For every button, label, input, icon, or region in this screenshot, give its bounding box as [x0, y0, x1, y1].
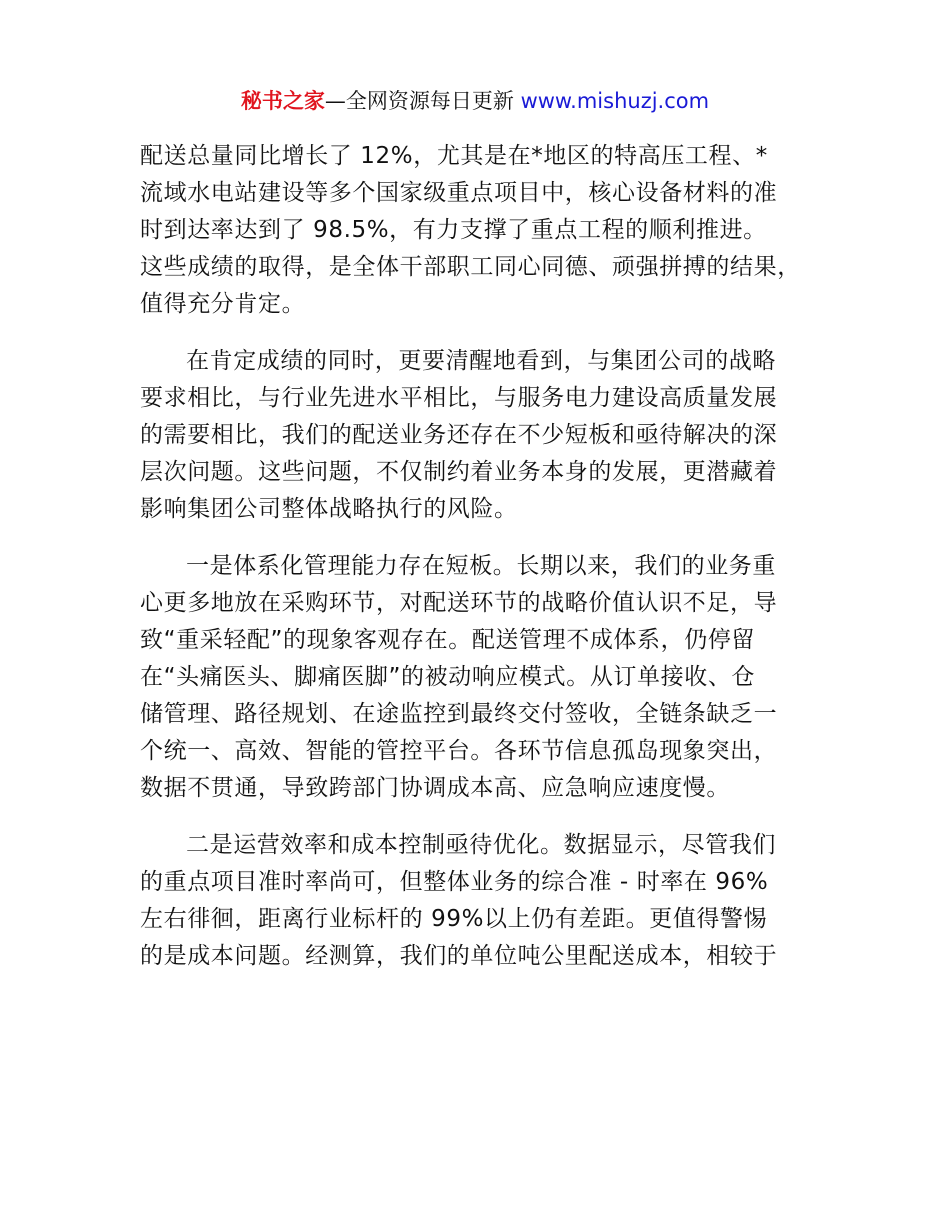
text-line: 在肯定成绩的同时，更要清醒地看到，与集团公司的战略 — [186, 348, 776, 374]
text-line: 流域水电站建设等多个国家级重点项目中，核心设备材料的准 — [140, 180, 778, 206]
page-header — [0, 86, 950, 116]
text-line: 的是成本问题。经测算，我们的单位吨公里配送成本，相较于 — [140, 943, 778, 969]
text-line: 影响集团公司整体战略执行的风险。 — [140, 496, 518, 522]
text-line: 时到达率达到了 98.5%，有力支撑了重点工程的顺利推进。 — [140, 217, 767, 243]
paragraph-achievements — [140, 138, 820, 323]
text-line: 配送总量同比增长了 12%，尤其是在*地区的特高压工程、* — [140, 143, 768, 169]
text-line: 这些成绩的取得，是全体干部职工同心同德、顽强拼搏的结果， — [140, 254, 801, 280]
paragraph-efficiency-cost — [140, 827, 820, 975]
text-line: 一是体系化管理能力存在短板。长期以来，我们的业务重 — [186, 553, 776, 579]
text-line: 心更多地放在采购环节，对配送环节的战略价值认识不足，导 — [140, 590, 778, 616]
text-line: 二是运营效率和成本控制亟待优化。数据显示，尽管我们 — [186, 832, 776, 858]
text-line: 的需要相比，我们的配送业务还存在不少短板和亟待解决的深 — [140, 422, 778, 448]
site-url-link[interactable]: www.mishuzj.com — [520, 89, 710, 113]
text-line: 储管理、路径规划、在途监控到最终交付签收，全链条缺乏一 — [140, 701, 778, 727]
text-line: 的重点项目准时率尚可，但整体业务的综合准 - 时率在 96% — [140, 869, 769, 895]
text-line: 层次问题。这些问题，不仅制约着业务本身的发展，更潜藏着 — [140, 459, 778, 485]
document-body — [140, 138, 820, 995]
text-line: 值得充分肯定。 — [140, 291, 306, 317]
text-line: 在“头痛医头、脚痛医脚”的被动响应模式。从订单接收、仓 — [140, 664, 756, 690]
text-line: 要求相比，与行业先进水平相比，与服务电力建设高质量发展 — [140, 385, 778, 411]
paragraph-shortcomings-intro — [140, 343, 820, 528]
text-line: 致“重采轻配”的现象客观存在。配送管理不成体系，仍停留 — [140, 627, 756, 653]
text-line: 数据不贯通，导致跨部门协调成本高、应急响应速度慢。 — [140, 775, 730, 801]
site-tagline: —全网资源每日更新 — [324, 89, 521, 113]
text-line: 左右徘徊，距离行业标杆的 99%以上仍有差距。更值得警惕 — [140, 906, 768, 932]
paragraph-management-capability — [140, 548, 820, 807]
text-line: 个统一、高效、智能的管控平台。各环节信息孤岛现象突出， — [140, 738, 778, 764]
site-name: 秘书之家 — [240, 89, 325, 113]
